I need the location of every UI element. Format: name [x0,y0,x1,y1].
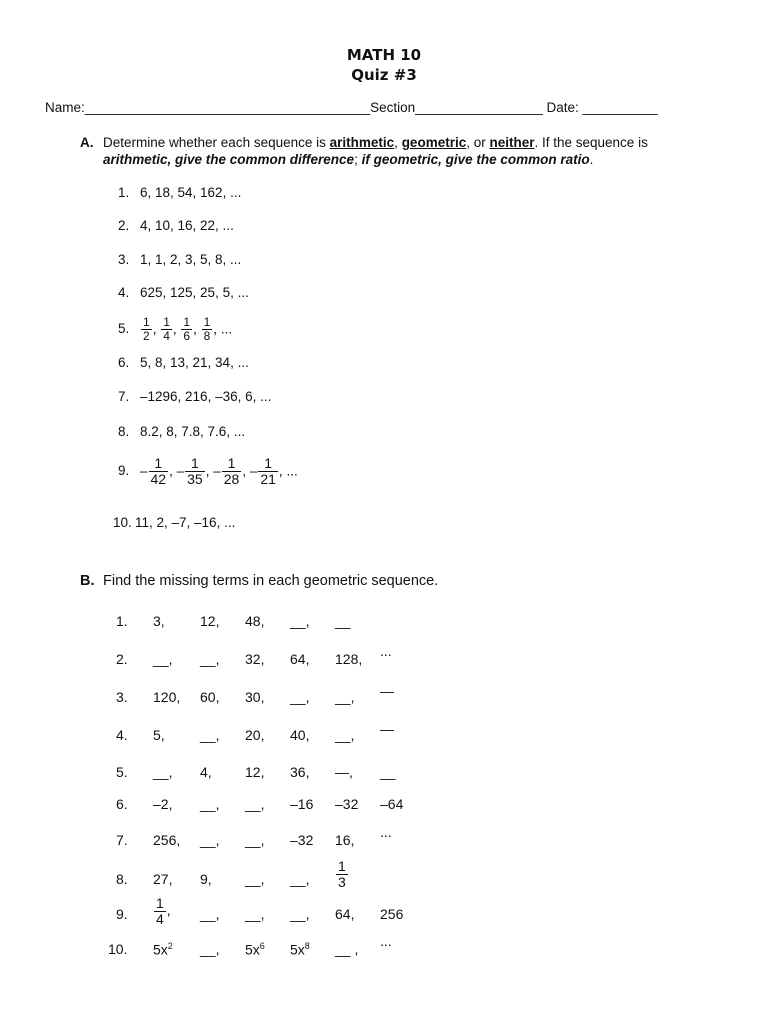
sequence-term: __, [200,941,220,957]
row-number: 7. [116,832,128,848]
sequence-term: 4, [200,764,212,780]
sequence-term: 256 [380,906,404,922]
instr-or: , or [466,135,490,150]
fraction [185,456,205,486]
sequence-term: 64, [290,651,310,667]
sequence-term: 20, [245,727,265,743]
fraction-term [335,859,349,889]
fraction-denominator: 6 [183,328,191,343]
item-number: 9. [118,463,130,479]
fraction [336,859,348,889]
fraction-denominator: 4 [163,328,170,343]
sequence-text: –1296, 216, –36, 6, ... [140,389,272,404]
comma: , [172,321,181,337]
fraction [141,316,152,342]
name-line: ______________________________________ [84,100,371,115]
sequence-term: __, [245,832,265,848]
quiz-title: Quiz #3 [351,66,417,84]
sequence-term: __, [200,906,220,922]
sequence-term: __, [290,613,310,629]
sequence-term [153,941,173,958]
fraction-numerator: 1 [154,455,163,471]
sequence-term: 64, [335,906,355,922]
sequence-term: __ , [335,941,359,957]
document-subject: MATH 10 [346,46,422,64]
sequence-text: 6, 18, 54, 162, ... [140,185,242,200]
item-number: 1. [118,185,130,200]
sequence-term: 36, [290,764,310,780]
sequence-term: 128, [335,651,363,667]
section-b-letter: B. [80,573,95,589]
comma: , [242,463,250,479]
fraction-numerator: 1 [264,455,273,471]
fraction-numerator: 1 [163,315,170,329]
fraction-denominator: 21 [260,470,276,487]
section-label: Section [370,100,416,115]
fraction-denominator: 2 [143,328,150,343]
fraction-numerator: 1 [183,315,191,329]
sequence-term: —, [335,764,353,780]
instr-line2-sep: ; [354,152,362,167]
row-number: 5. [116,764,128,780]
comma: , [166,901,171,918]
sequence-term: __, [200,796,220,812]
row-number: 1. [116,613,128,629]
minus-sign: – [176,463,185,479]
row-number: 2. [116,651,128,667]
fraction-denominator: 3 [338,873,346,890]
sequence-term: __ [380,764,396,780]
term-exponent: 6 [259,941,265,951]
item-number: 8. [118,424,130,439]
instr-line2-a: arithmetic, give the common difference [103,152,355,167]
section-a-instruction [103,135,648,150]
term-exponent: 8 [304,941,310,951]
sequence-term: ... [380,933,392,949]
sequence-text: 5, 8, 13, 21, 34, ... [140,355,249,370]
instr-text: Determine whether each sequence is [103,135,330,150]
row-number: 4. [116,727,128,743]
instr-comma: , [394,135,402,150]
row-number: 6. [116,796,128,812]
sequence-term: –64 [380,796,404,812]
fraction [161,316,172,342]
sequence-term: __, [290,689,310,705]
fraction-numerator: 1 [338,858,346,874]
fraction-numerator: 1 [203,315,211,329]
sequence-term: 12, [245,764,265,780]
ellipsis: ... [220,321,233,337]
sequence-term: 9, [200,871,212,887]
sequence-term: 12, [200,613,220,629]
fraction-denominator: 35 [187,470,203,487]
comma: , [152,321,161,337]
section-b-instruction: Find the missing terms in each geometric sequence. [103,573,439,589]
comma: , [278,463,287,479]
term-base: 5x [245,941,260,958]
sequence-item [118,251,241,269]
item-number: 6. [118,355,130,370]
sequence-term: –32 [335,796,359,812]
sequence-term: __, [200,832,220,848]
sequence-term: –2, [153,796,173,812]
sequence-term: __, [290,871,310,887]
item-number: 7. [118,389,130,404]
term-base: 5x [290,941,305,958]
item-number: 10. [113,515,132,530]
fraction-denominator: 4 [156,910,164,927]
sequence-text: 625, 125, 25, 5, ... [140,285,249,300]
sequence-term: ... [380,643,392,659]
sequence-item [113,514,235,532]
row-number: 3. [116,689,128,705]
sequence-item [118,284,249,302]
fraction-denominator: 28 [223,470,240,487]
sequence-term: __, [335,689,355,705]
row-number: 10. [108,941,128,957]
comma: , [205,463,214,479]
sequence-term: __, [200,651,220,667]
item-number: 4. [118,285,130,300]
fraction-numerator: 1 [227,455,236,471]
item-number: 2. [118,218,130,233]
item-number: 3. [118,252,130,267]
sequence-term: 30, [245,689,265,705]
sequence-term: __, [290,906,310,922]
comma: , [213,321,221,337]
fraction [149,456,169,486]
minus-sign: – [249,463,258,479]
sequence-item [118,456,298,486]
fraction-numerator: 1 [143,315,150,329]
row-number: 9. [116,906,128,922]
fraction-denominator: 42 [150,470,167,487]
item-number: 5. [118,321,130,337]
fraction [202,316,213,342]
sequence-term: 3, [153,613,165,629]
instr-line2-b: if geometric, give the common ratio [361,152,590,167]
sequence-text: 1, 1, 2, 3, 5, 8, ... [140,252,242,267]
sequence-item [118,316,232,342]
word-neither: neither [489,135,535,150]
word-arithmetic: arithmetic [329,135,395,150]
sequence-term: 5, [153,727,165,743]
comma: , [169,463,177,479]
sequence-term: 60, [200,689,220,705]
fraction [222,456,242,486]
sequence-term: __, [245,906,265,922]
sequence-term: 27, [153,871,173,887]
date-label: Date: [546,100,579,115]
instr-text-end: . If the sequence is [534,135,648,150]
sequence-term: ... [380,824,392,840]
sequence-item [118,423,245,441]
sequence-text: 8.2, 8, 7.8, 7.6, ... [140,424,246,439]
fraction [154,896,166,926]
name-label: Name: [45,100,85,115]
sequence-term: –32 [290,832,314,848]
term-base: 5x [153,941,168,958]
sequence-term [245,941,265,958]
sequence-term: __, [245,871,265,887]
sequence-term: 16, [335,832,355,848]
section-a-instruction-line2 [103,152,593,167]
section-line: _________________ [415,100,543,115]
sequence-term: — [380,683,394,699]
name-field[interactable] [45,100,658,115]
term-exponent: 2 [167,941,173,951]
fraction [181,316,192,342]
sequence-item [118,354,249,372]
sequence-term: __, [153,764,173,780]
sequence-term: — [380,721,394,737]
sequence-term [290,941,310,958]
sequence-item [118,388,271,406]
sequence-term: 256, [153,832,181,848]
sequence-term: __ [335,613,351,629]
fraction-denominator: 8 [203,328,211,343]
section-a-letter: A. [80,135,94,150]
sequence-term: 120, [153,689,181,705]
ellipsis: ... [286,463,298,479]
row-number: 8. [116,871,128,887]
fraction-numerator: 1 [191,455,199,471]
comma: , [193,321,201,337]
missing-term-cell [153,896,171,926]
sequence-term: __, [153,651,173,667]
sequence-term: __, [335,727,355,743]
minus-sign: – [140,463,148,479]
sequence-item [118,217,234,235]
sequence-term: –16 [290,796,314,812]
sequence-term: 40, [290,727,310,743]
date-line: __________ [582,100,658,115]
fraction [258,456,278,486]
sequence-text: 4, 10, 16, 22, ... [140,218,234,233]
fraction-numerator: 1 [156,895,164,911]
sequence-item [118,184,241,202]
sequence-term: __, [200,727,220,743]
sequence-text: 11, 2, –7, –16, ... [135,515,236,530]
minus-sign: – [213,463,221,479]
sequence-term: 32, [245,651,265,667]
instr-line2-end: . [589,152,594,167]
sequence-term: __, [245,796,265,812]
sequence-term: 48, [245,613,265,629]
word-geometric: geometric [401,135,467,150]
